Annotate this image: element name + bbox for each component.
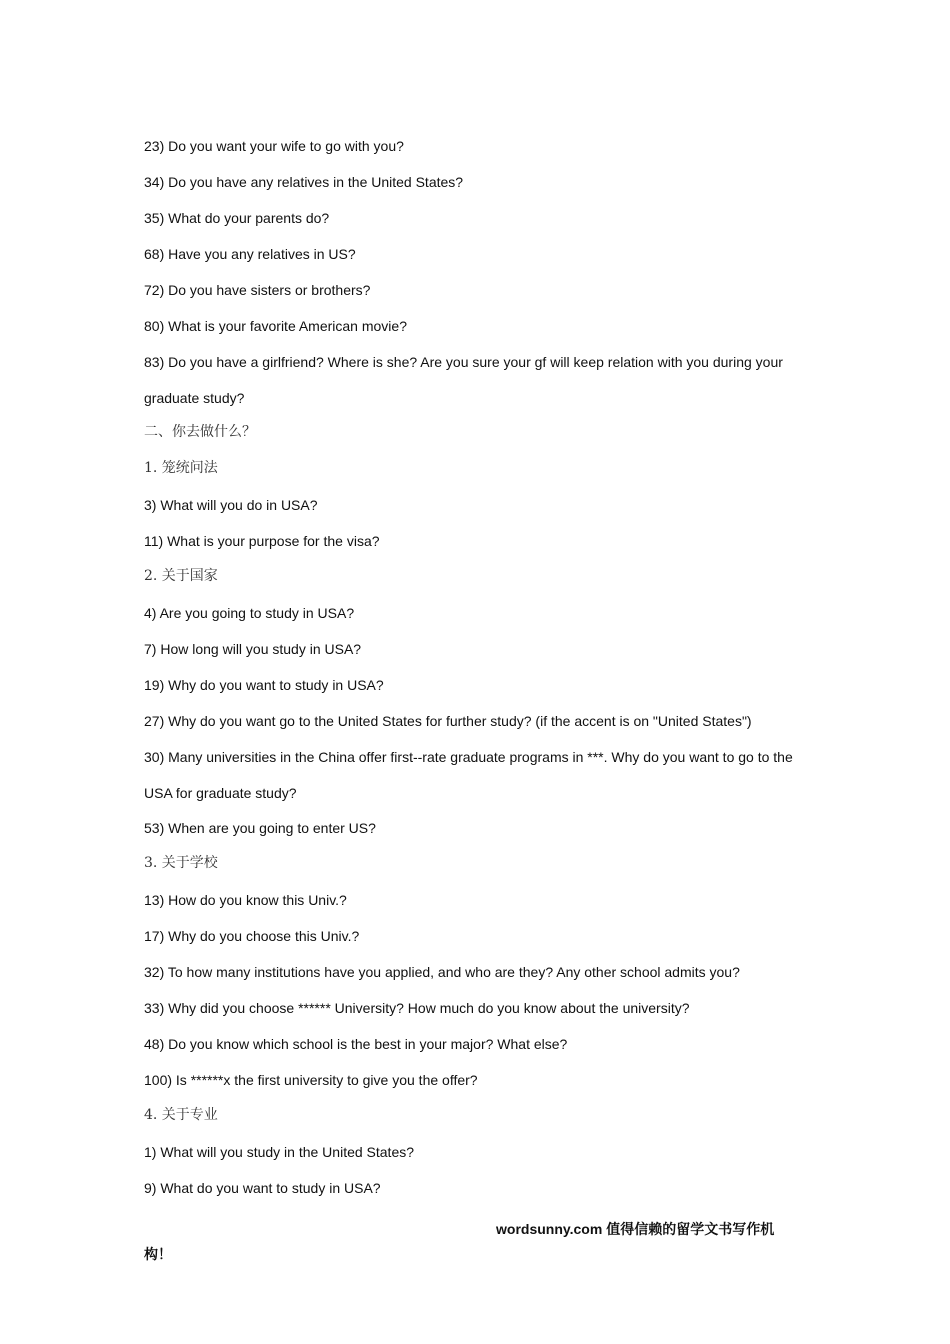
subsection-heading: 1. 笼统问法 [144,460,218,476]
question-line: 72) Do you have sisters or brothers? [144,282,371,298]
subsection-heading: 4. 关于专业 [144,1107,218,1123]
question-line: 33) Why did you choose ****** University? How much do you know about the university? [144,1000,690,1016]
footer-watermark-text: wordsunny.com 值得信赖的留学文书写作机 [496,1221,775,1237]
question-line: 35) What do your parents do? [144,210,330,226]
question-line-continued: graduate study? [144,390,245,406]
footer-watermark-text-continued: 构！ [144,1246,172,1262]
question-line: 48) Do you know which school is the best in your major? What else? [144,1036,568,1052]
question-line: 27) Why do you want go to the United States for further study? (if the accent is on "United States") [144,713,752,729]
question-line: 83) Do you have a girlfriend? Where is she? Are you sure your gf will keep relation with you during your [144,354,783,370]
subsection-heading: 3. 关于学校 [144,855,218,871]
question-line: 34) Do you have any relatives in the United States? [144,174,464,190]
question-line: 80) What is your favorite American movie? [144,318,407,334]
question-line: 53) When are you going to enter US? [144,820,376,836]
section-heading: 二、你去做什么？ [144,424,256,440]
question-line: 19) Why do you want to study in USA? [144,677,384,693]
question-line: 68) Have you any relatives in US? [144,246,356,262]
question-line-continued: USA for graduate study? [144,785,297,801]
question-line: 30) Many universities in the China offer first--rate graduate programs in ***. Why do you want to go to the [144,749,793,765]
subsection-heading: 2. 关于国家 [144,568,218,584]
question-line: 17) Why do you choose this Univ.? [144,928,360,944]
question-line: 4) Are you going to study in USA? [144,605,355,621]
question-line: 13) How do you know this Univ.? [144,892,347,908]
question-line: 11) What is your purpose for the visa? [144,533,380,549]
question-line: 32) To how many institutions have you applied, and who are they? Any other school admits you? [144,964,740,980]
question-line: 1) What will you study in the United States? [144,1144,415,1160]
question-line: 3) What will you do in USA? [144,497,318,513]
question-line: 9) What do you want to study in USA? [144,1180,381,1196]
question-line: 23) Do you want your wife to go with you? [144,138,404,154]
question-line: 100) Is ******x the first university to give you the offer? [144,1072,478,1088]
question-line: 7) How long will you study in USA? [144,641,362,657]
